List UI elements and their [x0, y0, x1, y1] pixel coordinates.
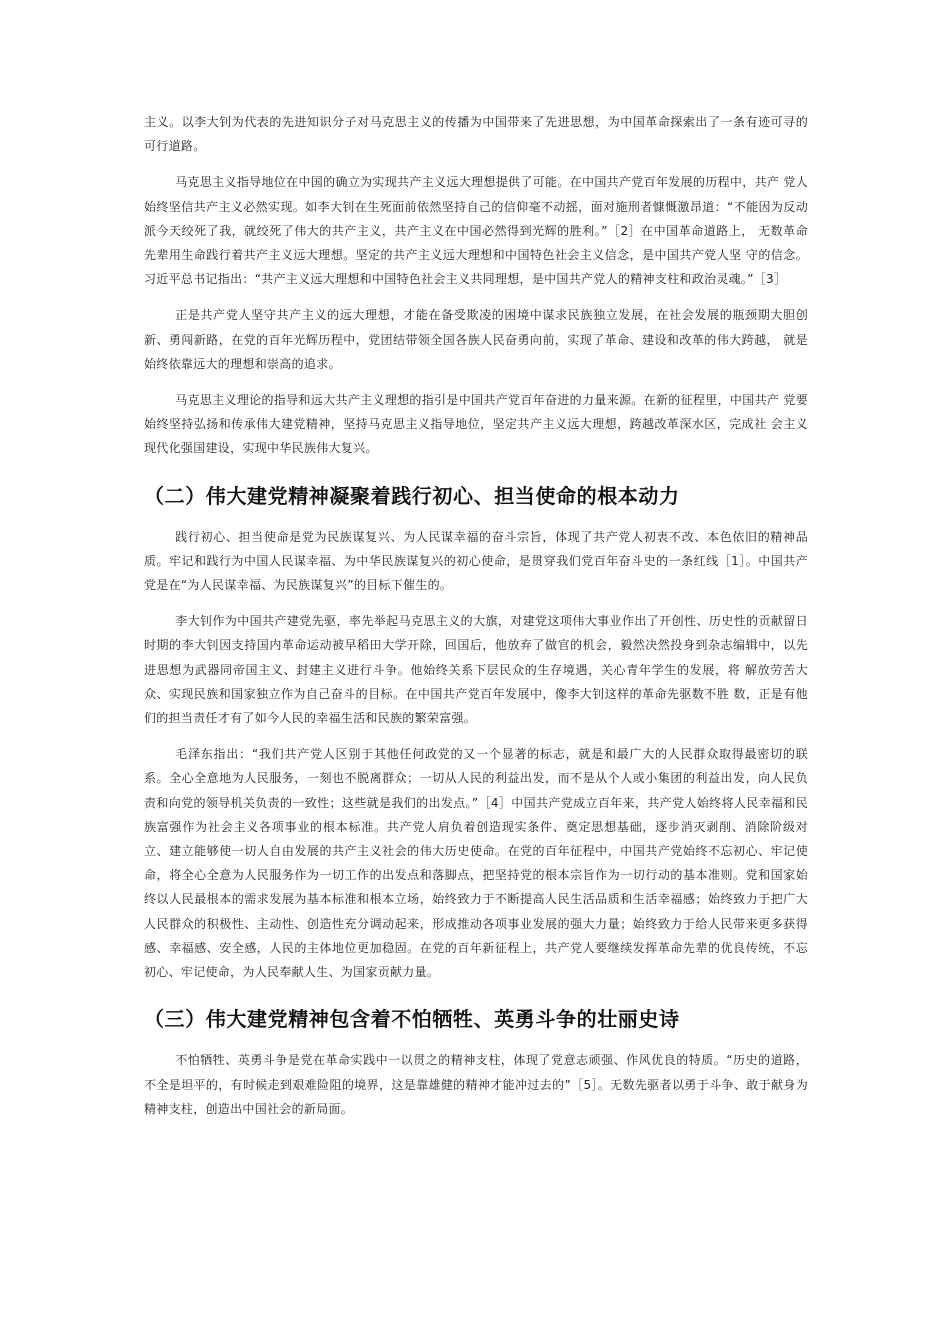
paragraph-continuation: 主义。以李大钊为代表的先进知识分子对马克思主义的传播为中国带来了先进思想，为中国革命探索出了一条有迹可寻的可行道路。	[144, 115, 808, 154]
paragraph-original-mission: 践行初心、担当使命是党为民族谋复兴、为人民谋幸福的奋斗宗旨，体现了共产党人初衷不改、本色依旧的精神品质。牢记和践行为中国人民谋幸福、为中华民族谋复兴的初心使命，是贯穿我们党百年奋斗史的一条红线［1］。中国共产党是在“为人民谋幸福、为民族谋复兴”的目标下催生的。	[144, 529, 808, 593]
paragraph-li-dazhao: 李大钊作为中国共产建党先驱，率先举起马克思主义的大旗，对建党这项伟大事业作出了开创性、历史性的贡献留日时期的李大钊因支持国内革命运动被早稻田大学开除，回国后，他放弃了做官的机会，毅然决然投身到杂志编辑中，以先进思想为武器同帝国主义、封建主义进行斗争。他始终关系下层民众的生存境遇，关心青年学生的发展，将 解放劳苦大众、实现民族和国家独立作为自己奋斗的目标。在中国共产党百年发展中，像李大钊这样的革命先驱数不胜 数，正是有他们的担当责任才有了如今人民的幸福生活和民族的繁荣富强。	[144, 614, 808, 726]
paragraph-sacrifice: 不怕牺牲、英勇斗争是党在革命实践中一以贯之的精神支柱，体现了党意志顽强、作风优良的特质。“历史的道路， 不全是坦平的，有时候走到艰难险阻的境界，这是靠雄健的精神才能冲过去的”［5］。无数先驱者以勇于斗争、敢于献身为精神支柱，创造出中国社会的新局面。	[144, 1053, 808, 1116]
paragraph-communist-ideal: 正是共产党人坚守共产主义的远大理想，才能在备受欺凌的困境中谋求民族独立发展，在社会发展的瓶颈期大胆创新、勇闯新路，在党的百年光辉历程中，党团结带领全国各族人民奋勇向前，实现了革命、建设和改革的伟大跨越， 就是始终依靠远大的理想和崇高的追求。	[144, 308, 808, 371]
document-page	[144, 110, 808, 1133]
paragraph-marxism-guidance: 马克思主义指导地位在中国的确立为实现共产主义远大理想提供了可能。在中国共产党百年发展的历程中，共产 党人始终坚信共产主义必然实现。如李大钊在生死面前依然坚持自己的信仰毫不动摇，面对施刑者慷慨激昂道：“不能因为反动派今天绞死了我，就绞死了伟大的共产主义，共产主义在中国必然得到光辉的胜利。”［2］在中国革命道路上， 无数革命先辈用生命践行着共产主义远大理想。坚定的共产主义远大理想和中国特色社会主义信念，是中国共产党人坚 守的信念。习近平总书记指出：“共产主义远大理想和中国特色社会主义共同理想，是中国共产党人的精神支柱和政治灵魂。”［3］	[144, 175, 808, 287]
paragraph-mao-quote: 毛泽东指出：“我们共产党人区别于其他任何政党的又一个显著的标志，就是和最广大的人民群众取得最密切的联系。全心全意地为人民服务，一刻也不脱离群众；一切从人民的利益出发，而不是从个人或小集团的利益出发，向人民负责和向党的领导机关负责的一致性；这些就是我们的出发点。”［4］中国共产党成立百年来，共产党人始终将人民幸福和民族富强作为社会主义各项事业的根本标准。共产党人肩负着创造现实条件、奠定思想基础，逐步消灭剥削、消除阶级对立、建立能够使一切人自由发展的共产主义社会的伟大历史使命。在党的百年征程中，中国共产党始终不忘初心、牢记使命，将全心全意为人民服务作为一切工作的出发点和落脚点，把坚持党的根本宗旨作为一切行动的基本准则。党和国家始终以人民最根本的需求发展为基本标准和根本立场，始终致力于不断提高人民生活品质和生活幸福感；始终致力于把广大人民群众的积极性、主动性、创造性充分调动起来，形成推动各项事业发展的强大力量；始终致力于给人民带来更多获得感、幸福感、安全感，人民的主体地位更加稳固。在党的百年新征程上，共产党人要继续发挥革命先辈的优良传统，不忘初心、牢记使命，为人民奉献人生、为国家贡献力量。	[144, 747, 808, 980]
section-heading-3: （三）伟大建党精神包含着不怕牺牲、英勇斗争的壮丽史诗	[144, 1007, 680, 1032]
section-heading-2: （二）伟大建党精神凝聚着践行初心、担当使命的根本动力	[144, 483, 680, 508]
paragraph-new-journey: 马克思主义理论的指导和远大共产主义理想的指引是中国共产党百年奋进的力量来源。在新的征程里，中国共产 党要始终坚持弘扬和传承伟大建党精神，坚持马克思主义指导地位，坚定共产主义远大理想，跨越改革深水区，完成社 会主义现代化强国建设，实现中华民族伟大复兴。	[144, 393, 808, 456]
